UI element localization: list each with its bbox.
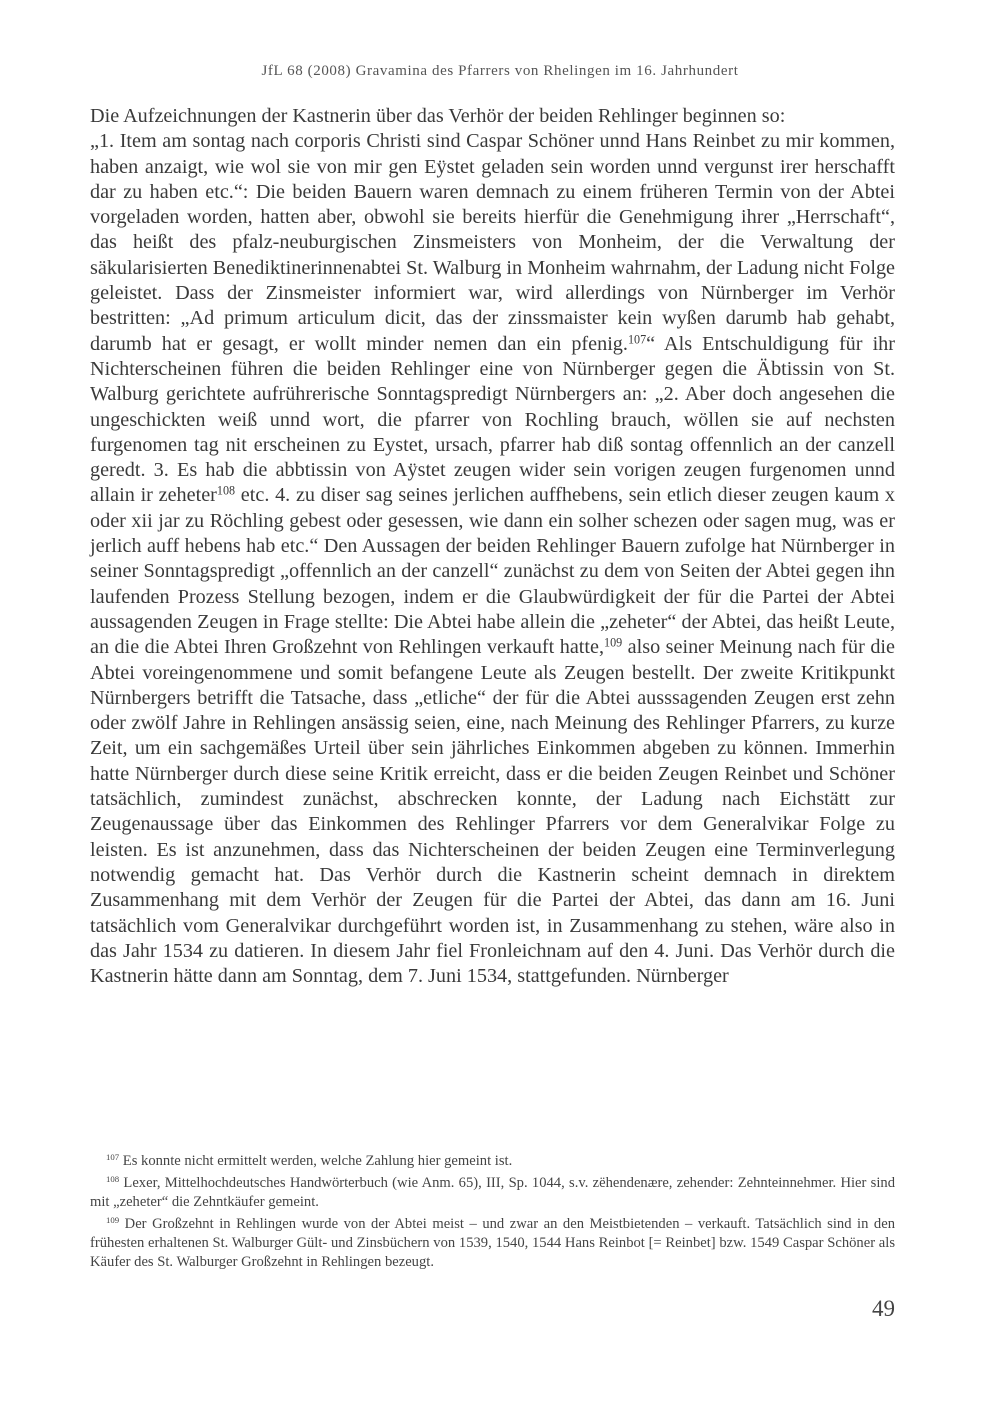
- text-segment: etc. 4. zu diser sag seines jerlichen auffhebens, sein etlich dieser zeugen kaum x oder xii jar zu Röchling gebest oder gesessen, wie dann ein solher schezen oder sagen mug, was er jerlich auff hebens hab etc.“ Den Aussagen der beiden Rehlinger Bauern zufolge hat Nürnberger in seiner Sonntagspredigt „offennlich an der canzell“ zunächst zu dem von Seiten der Abtei gegen ihn laufenden Prozess Stellung bezogen, indem er die Glaubwürdigkeit der für die Partei der Abtei aussagenden Zeugen in Frage stellte: Die Abtei habe allein die „zeheter“ der Abtei, das heißt Leute, an die die Abtei Ihren Großzehnt von Rehlingen verkauft hatte,: [90, 484, 895, 659]
- footnote-text: Es konnte nicht ermittelt werden, welche Zahlung hier gemeint ist.: [119, 1153, 513, 1169]
- footnote-109: [90, 1215, 895, 1272]
- intro-paragraph: Die Aufzeichnungen der Kastnerin über das Verhör der beiden Rehlinger beginnen so:: [90, 105, 786, 127]
- text-segment: “ Als Entschuldigung für ihr Nichterscheinen führen die beiden Rehlinger eine von Nürnberger gegen die Äbtissin von St. Walburg gerichtete aufrührerische Sonntagspredigt Nürnbergers an: „2. Aber doch angesehen die ungeschickten weiß unnd wort, die pfarrer von Rochling brauch, wöllen sie auf nechsten furgenomen tag nit erscheinen zu Eystet, ursach, pfarrer hab diß sontag offennlich an der canzell geredt. 3. Es hab die abbtissin von Aÿstet zeugen wider sein vorigen zeugen furgenomen unnd allain ir zeheter: [90, 332, 895, 507]
- footnote-text: Lexer, Mittelhochdeutsches Handwörterbuch (wie Anm. 65), III, Sp. 1044, s.v. zëhendenære, zehender: Zehnteinnehmer. Hier sind mit „zeheter“ die Zehntkäufer gemeint.: [90, 1175, 895, 1210]
- footnote-ref-107[interactable]: 107: [627, 332, 647, 347]
- footnote-number: 108: [106, 1174, 120, 1185]
- footnote-ref-109[interactable]: 109: [604, 635, 623, 650]
- running-header: JfL 68 (2008) Gravamina des Pfarrers von Rhelingen im 16. Jahrhundert: [261, 63, 739, 79]
- footnote-number: 107: [106, 1152, 120, 1163]
- footnote-number: 109: [106, 1215, 120, 1226]
- footnotes: [90, 1152, 895, 1275]
- footnote-108: [90, 1174, 895, 1212]
- footnote-text: Der Großzehnt in Rehlingen wurde von der Abtei meist – und zwar an den Meistbietenden – verkauft. Tatsächlich sind in den frühesten erhaltenen St. Walburger Gült- und Zinsbüchern von 1539, 1540, 1544 Hans Reinbot [= Reinbet] bzw. 1549 Caspar Schöner als Käufer des St. Walburger Großzehnt in Rehlingen bezeugt.: [90, 1216, 895, 1270]
- main-text: [90, 104, 895, 989]
- page-number: 49: [872, 1296, 895, 1321]
- footnote-ref-108[interactable]: 108: [216, 483, 236, 498]
- footnote-107: [90, 1152, 895, 1171]
- body-paragraph: [90, 129, 895, 989]
- text-segment: also seiner Meinung nach für die Abtei voreingenommene und somit befangene Leute als Zeugen bestellt. Der zweite Kritikpunkt Nürnbergers betrifft die Tatsache, dass „etliche“ der für die Abtei ausssagenden Zeugen erst zehn oder zwölf Jahre in Rehlingen ansässig seien, eine, nach Meinung des Rehlinger Pfarrers, zu kurze Zeit, um ein sachgemäßes Urteil über sein jährliches Einkommen abgeben zu können. Immerhin hatte Nürnberger durch diese seine Kritik erreicht, dass er die beiden Zeugen Reinbet und Schöner tatsächlich, zumindest zunächst, abschrecken konnte, der Ladung nach Eichstätt zur Zeugenaussage über das Einkommen des Rehlinger Pfarrers vor dem Generalvikar Folge zu leisten. Es ist anzunehmen, dass das Nichterscheinen der beiden Zeugen eine Terminverlegung notwendig gemacht hat. Das Verhör durch die Kastnerin scheint demnach in direktem Zusammenhang mit dem Verhör der Zeugen für die Partei der Abtei, das dann am 16. Juni tatsächlich vom Generalvikar durchgeführt worden ist, in Zusammenhang zu stehen, wäre also in das Jahr 1534 zu datieren. In diesem Jahr fiel Fronleichnam auf den 4. Juni. Das Verhör durch die Kastnerin hätte dann am Sonntag, dem 7. Juni 1534, stattgefunden. Nürnberger: [90, 636, 895, 988]
- text-segment: „1. Item am sontag nach corporis Christi sind Caspar Schöner unnd Hans Reinbet zu mir kommen, haben anzaigt, wie wol sie von mir gen Eÿstet geladen sein worden unnd vergunst irer herschafft dar zu haben etc.“: Die beiden Bauern waren demnach zu einem früheren Termin von der Abtei vorgeladen worden, hatten aber, obwohl sie bereits hierfür die Genehmigung ihrer „Herrschaft“, das heißt des pfalz-neuburgischen Zinsmeisters von Monheim, der die Verwaltung der säkularisierten Benediktinerinnenabtei St. Walburg in Monheim wahrnahm, der Ladung nicht Folge geleistet. Dass der Zinsmeister informiert war, wird allerdings von Nürnberger im Verhör bestritten: „Ad primum articulum dicit, das der zinssmaister kein wyßen darumb hab gehabt, darumb hat er gesagt, er wollt minder nemen dan ein pfenig.: [90, 130, 895, 355]
